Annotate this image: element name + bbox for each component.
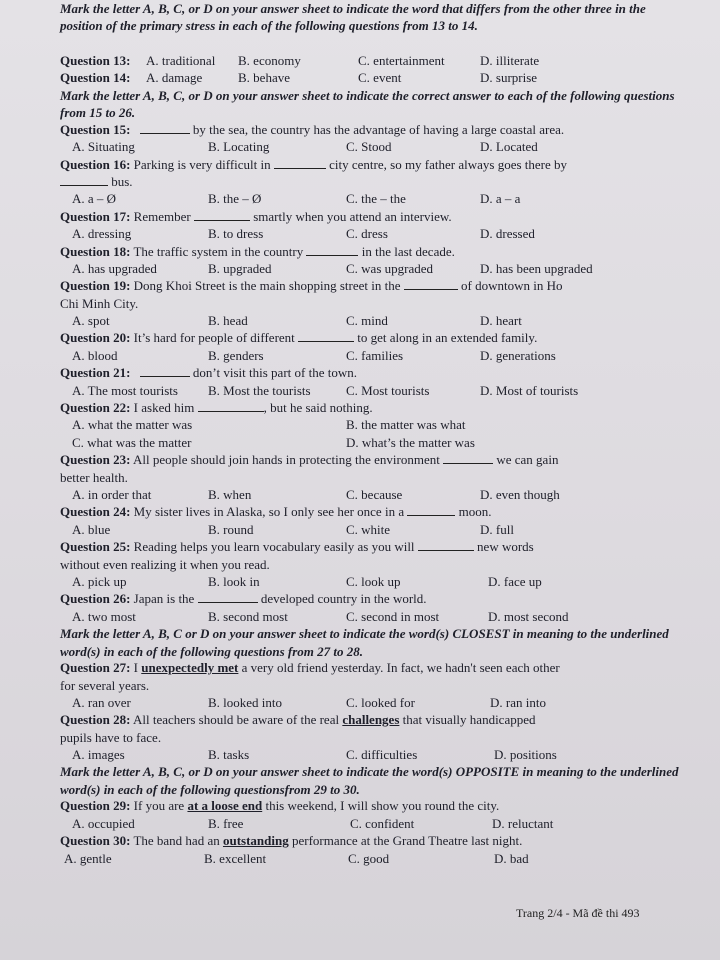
question-label: Question 18: — [60, 243, 131, 259]
option-d: D. illiterate — [480, 53, 540, 68]
question-text: bus. — [111, 173, 133, 189]
option-a: A. in order that — [72, 486, 152, 502]
option-c: C. second in most — [346, 608, 440, 624]
answer-blank — [418, 539, 474, 551]
question-label: Question 20: — [60, 330, 131, 346]
option-d: D. most second — [488, 608, 569, 624]
question-18 — [60, 243, 680, 260]
option-b: B. looked into — [208, 694, 283, 710]
question-label: Question 27: — [60, 660, 131, 676]
answer-blank — [443, 452, 493, 464]
question-text: The traffic system in the country — [133, 243, 304, 259]
question-text: in the last decade. — [361, 243, 455, 259]
question-22-options-cd — [60, 434, 680, 451]
question-15 — [60, 121, 680, 138]
option-a: A. what the matter was — [72, 417, 193, 433]
question-26 — [60, 590, 680, 607]
question-text: Dong Khoi Street is the main shopping street in the — [133, 278, 401, 294]
option-b: B. the matter was what — [346, 417, 466, 433]
option-d: D. surprise — [480, 70, 538, 86]
option-b: B. when — [208, 486, 252, 502]
instruction-correct: Mark the letter A, B, C, or D on your answer sheet to indicate the correct answer to each of the following questions from 15 to 26. — [60, 87, 675, 121]
question-text: better health. — [60, 469, 128, 485]
question-text: I asked him — [133, 400, 195, 416]
option-b: B. excellent — [204, 850, 267, 866]
question-text: we can gain — [496, 452, 559, 468]
option-c: C. difficulties — [346, 747, 418, 763]
option-d: D. a – a — [480, 191, 521, 207]
option-a: A. traditional — [146, 53, 216, 68]
question-14 — [60, 69, 680, 86]
question-text: without even realizing it when you read. — [60, 556, 270, 572]
question-text: It’s hard for people of different — [133, 330, 295, 346]
option-d: D. face up — [488, 573, 542, 589]
option-b: B. head — [208, 313, 248, 329]
option-d: D. Located — [480, 139, 538, 155]
question-label: Question 28: — [60, 712, 131, 728]
question-label: Question 22: — [60, 400, 131, 416]
question-text: don’t visit this part of the town. — [192, 365, 357, 381]
question-label: Question 14: — [60, 70, 131, 86]
question-27 — [60, 659, 680, 676]
answer-blank — [407, 504, 455, 516]
question-label: Question 13: — [60, 53, 131, 68]
question-text: new words — [477, 539, 534, 555]
question-18-options — [60, 260, 680, 277]
option-b: B. to dress — [208, 226, 264, 242]
option-a: A. occupied — [72, 815, 135, 831]
question-label: Question 25: — [60, 539, 131, 555]
option-d: D. what’s the matter was — [346, 434, 475, 450]
question-21-options — [60, 382, 680, 399]
question-15-options — [60, 138, 680, 155]
question-29-options — [60, 815, 680, 832]
question-30-options — [60, 850, 680, 867]
question-label: Question 24: — [60, 504, 131, 520]
option-a: A. blood — [72, 347, 118, 363]
answer-blank — [140, 122, 190, 134]
option-c: C. mind — [346, 313, 388, 329]
question-text: Chi Minh City. — [60, 295, 139, 311]
option-b: B. round — [208, 521, 254, 537]
question-text: of downtown in Ho — [461, 278, 563, 294]
answer-blank — [198, 591, 258, 603]
option-a: A. damage — [146, 70, 203, 86]
option-d: D. full — [480, 521, 514, 537]
question-label: Question 19: — [60, 278, 131, 294]
option-c: C. entertainment — [358, 53, 445, 68]
question-text: smartly when you attend an interview. — [253, 208, 452, 224]
question-text: The band had an — [133, 833, 220, 849]
answer-blank — [60, 174, 108, 186]
question-22-options-ab — [60, 416, 680, 433]
question-28 — [60, 711, 680, 728]
option-c: C. look up — [346, 573, 401, 589]
question-label: Question 15: — [60, 121, 131, 137]
option-a: A. dressing — [72, 226, 132, 242]
option-b: B. genders — [208, 347, 264, 363]
question-22 — [60, 399, 680, 416]
question-label: Question 23: — [60, 452, 131, 468]
question-25 — [60, 538, 680, 555]
option-b: B. behave — [238, 70, 290, 86]
question-text: developed country in the world. — [260, 591, 427, 607]
question-text: Remember — [133, 208, 191, 224]
question-28-cont — [60, 729, 680, 746]
question-label: Question 16: — [60, 156, 131, 172]
question-17 — [60, 208, 680, 225]
question-26-options — [60, 608, 680, 625]
instruction-stress: Mark the letter A, B, C, or D on your answer sheet to indicate the word that differs from the other three in the position of the primary stress in each of the following questions from 13 to 14. — [60, 1, 646, 34]
question-text: city centre, so my father always goes there by — [329, 156, 568, 172]
question-30 — [60, 832, 680, 849]
option-b: B. second most — [208, 608, 288, 624]
question-label: Question 29: — [60, 798, 131, 814]
question-29 — [60, 797, 680, 814]
answer-blank — [274, 157, 326, 169]
option-d: D. generations — [480, 347, 556, 363]
question-text: All people should join hands in protecting the environment — [132, 452, 440, 468]
question-16 — [60, 156, 680, 173]
option-c: C. the – the — [346, 191, 406, 207]
option-d: D. dressed — [480, 226, 535, 242]
option-a: A. gentle — [64, 850, 112, 866]
option-d: D. bad — [494, 850, 529, 866]
option-a: A. The most tourists — [72, 382, 178, 398]
question-label: Question 30: — [60, 833, 131, 849]
underlined-phrase: at a loose end — [187, 798, 263, 814]
question-24 — [60, 503, 680, 520]
question-23 — [60, 451, 680, 468]
option-a: A. Situating — [72, 139, 135, 155]
answer-blank — [194, 209, 250, 221]
underlined-phrase: unexpectedly met — [141, 660, 239, 676]
question-23-cont — [60, 469, 680, 486]
option-a: A. pick up — [72, 573, 127, 589]
answer-blank — [404, 278, 458, 290]
question-text: If you are — [133, 798, 185, 814]
question-19-options — [60, 312, 680, 329]
exam-content — [60, 0, 680, 867]
answer-blank — [140, 365, 190, 377]
answer-blank — [306, 244, 358, 256]
question-16-options — [60, 190, 680, 207]
option-c: C. Stood — [346, 139, 392, 155]
option-d: D. heart — [480, 313, 522, 329]
question-25-cont — [60, 556, 680, 573]
option-a: A. spot — [72, 313, 110, 329]
option-d: D. ran into — [490, 694, 546, 710]
option-c: C. families — [346, 347, 404, 363]
answer-blank — [298, 330, 354, 342]
question-text: pupils have to face. — [60, 729, 162, 745]
option-c: C. dress — [346, 226, 388, 242]
question-24-options — [60, 521, 680, 538]
option-d: D. has been upgraded — [480, 260, 593, 276]
question-label: Question 17: — [60, 208, 131, 224]
underlined-phrase: challenges — [342, 712, 400, 728]
option-c: C. what was the matter — [72, 434, 192, 450]
question-16-cont — [60, 173, 680, 190]
option-b: B. the – Ø — [208, 191, 262, 207]
instruction-closest: Mark the letter A, B, C or D on your answer sheet to indicate the word(s) CLOSEST in meaning to the underlined word(s) in each of the following questions from 27 to 28. — [60, 626, 669, 659]
option-c: C. event — [358, 70, 402, 86]
underlined-phrase: outstanding — [222, 833, 289, 849]
question-text: My sister lives in Alaska, so I only see her once in a — [133, 504, 405, 520]
option-d: D. even though — [480, 486, 560, 502]
option-a: A. a – Ø — [72, 191, 117, 207]
question-23-options — [60, 486, 680, 503]
question-text: this weekend, I will show you round the city. — [265, 798, 500, 814]
question-text: that visually handicapped — [402, 712, 536, 728]
option-b: B. economy — [238, 53, 301, 68]
question-text: by the sea, the country has the advantage of having a large coastal area. — [192, 121, 565, 137]
question-text: for several years. — [60, 677, 150, 693]
question-19-cont — [60, 295, 680, 312]
option-d: D. Most of tourists — [480, 382, 579, 398]
option-a: A. images — [72, 747, 125, 763]
question-25-options — [60, 573, 680, 590]
question-text: , but he said nothing. — [263, 400, 373, 416]
option-a: A. two most — [72, 608, 136, 624]
option-c: C. good — [348, 850, 390, 866]
option-b: B. look in — [208, 573, 260, 589]
question-text: moon. — [458, 504, 492, 520]
question-text: performance at the Grand Theatre last night. — [291, 833, 523, 849]
option-b: B. Most the tourists — [208, 382, 311, 398]
question-20 — [60, 329, 680, 346]
option-a: A. has upgraded — [72, 260, 157, 276]
answer-blank — [198, 400, 264, 412]
question-label: Question 26: — [60, 591, 131, 607]
page-footer: Trang 2/4 - Mã đề thi 493 — [516, 906, 640, 920]
option-c: C. Most tourists — [346, 382, 430, 398]
question-20-options — [60, 347, 680, 364]
question-13 — [60, 52, 680, 69]
option-c: C. was upgraded — [346, 260, 434, 276]
question-27-cont — [60, 677, 680, 694]
option-d: D. positions — [494, 747, 557, 763]
question-label: Question 21: — [60, 365, 131, 381]
question-21 — [60, 364, 680, 381]
question-text: Parking is very difficult in — [133, 156, 271, 172]
option-a: A. ran over — [72, 694, 131, 710]
option-c: C. looked for — [346, 694, 415, 710]
option-b: B. free — [208, 815, 244, 831]
option-c: C. confident — [350, 815, 415, 831]
question-text: a very old friend yesterday. In fact, we hadn't seen each other — [241, 660, 560, 676]
question-17-options — [60, 225, 680, 242]
option-b: B. upgraded — [208, 260, 272, 276]
question-text: Reading helps you learn vocabulary easily as you will — [133, 539, 415, 555]
question-28-options — [60, 746, 680, 763]
question-text: to get along in an extended family. — [357, 330, 538, 346]
option-a: A. blue — [72, 521, 111, 537]
question-text: Japan is the — [133, 591, 195, 607]
question-19 — [60, 277, 680, 294]
option-b: B. Locating — [208, 139, 270, 155]
question-27-options — [60, 694, 680, 711]
question-text: I — [133, 660, 139, 676]
instruction-opposite: Mark the letter A, B, C, or D on your answer sheet to indicate the word(s) OPPOSITE in meaning to the underlined word(s) in each of the following questionsfrom 29 to 30. — [60, 764, 679, 797]
option-d: D. reluctant — [492, 815, 554, 831]
option-c: C. white — [346, 521, 391, 537]
option-c: C. because — [346, 486, 403, 502]
option-b: B. tasks — [208, 747, 250, 763]
question-text: All teachers should be aware of the real — [132, 712, 340, 728]
